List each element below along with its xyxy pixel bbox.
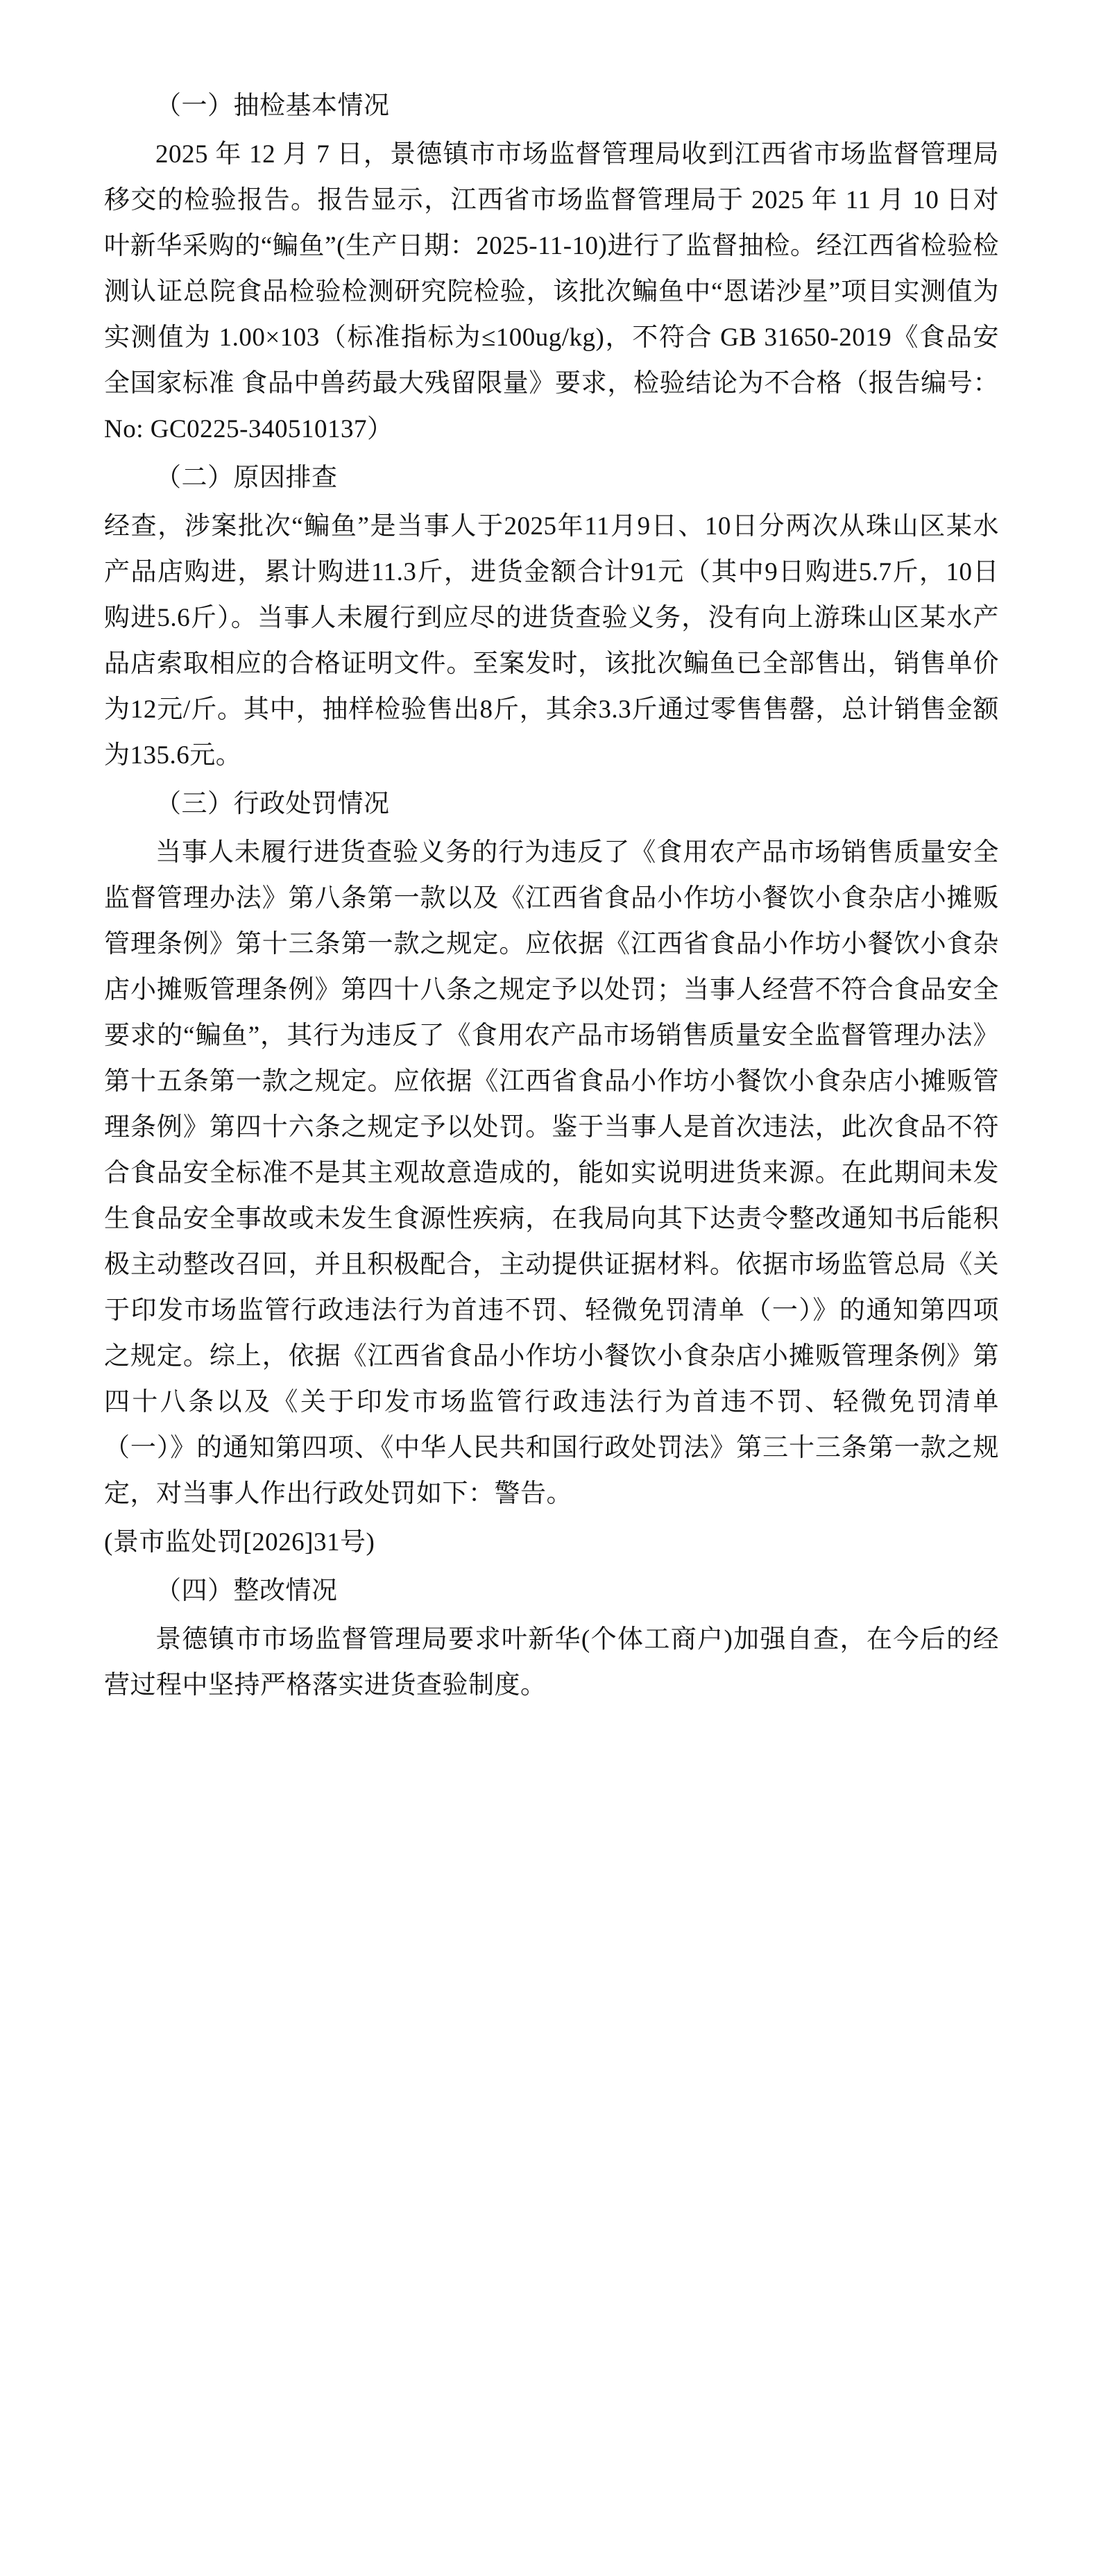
- document-body: [104, 83, 999, 1709]
- paragraph-inspection-basics: 2025 年 12 月 7 日，景德镇市市场监督管理局收到江西省市场监督管理局移交的检验报告。报告显示，江西省市场监督管理局于 2025 年 11 月 10 日对叶新华采购的“鳊鱼”(生产日期：2025-11-10)进行了监督抽检。经江西省检验检测认证总院食品检验检测研究院检验，该批次鳊鱼中“恩诺沙星”项目实测值为 实测值为 1.00×103（标准指标为≤100ug/kg)，不符合 GB 31650-2019《食品安全国家标准 食品中兽药最大残留限量》要求，检验结论为不合格（报告编号：No: GC0225-340510137）: [104, 140, 999, 443]
- section-heading-rectification: （四）整改情况: [155, 1577, 338, 1605]
- section-heading-administrative-penalty: （三）行政处罚情况: [155, 790, 390, 818]
- paragraph-cause-investigation: 经查，涉案批次“鳊鱼”是当事人于2025年11月9日、10日分两次从珠山区某水产品店购进，累计购进11.3斤，进货金额合计91元（其中9日购进5.7斤，10日购进5.6斤）。当事人未履行到应尽的进货查验义务，没有向上游珠山区某水产品店索取相应的合格证明文件。至案发时，该批次鳊鱼已全部售出，销售单价为12元/斤。其中，抽样检验售出8斤，其余3.3斤通过零售售罄，总计销售金额为135.6元。: [104, 512, 999, 770]
- section-heading-cause-investigation: （二）原因排查: [155, 464, 338, 492]
- paragraph-rectification: 景德镇市市场监督管理局要求叶新华(个体工商户)加强自查，在今后的经营过程中坚持严格落实进货查验制度。: [104, 1625, 999, 1700]
- section-heading-inspection-basics: （一）抽检基本情况: [155, 92, 390, 120]
- paragraph-administrative-penalty: 当事人未履行进货查验义务的行为违反了《食用农产品市场销售质量安全监督管理办法》第八条第一款以及《江西省食品小作坊小餐饮小食杂店小摊贩管理条例》第十三条第一款之规定。应依据《江西省食品小作坊小餐饮小食杂店小摊贩管理条例》第四十八条之规定予以处罚；当事人经营不符合食品安全要求的“鳊鱼”，其行为违反了《食用农产品市场销售质量安全监督管理办法》第十五条第一款之规定。应依据《江西省食品小作坊小餐饮小食杂店小摊贩管理条例》第四十六条之规定予以处罚。鉴于当事人是首次违法，此次食品不符合食品安全标准不是其主观故意造成的，能如实说明进货来源。在此期间未发生食品安全事故或未发生食源性疾病，在我局向其下达责令整改通知书后能积极主动整改召回，并且积极配合，主动提供证据材料。依据市场监管总局《关于印发市场监管行政违法行为首违不罚、轻微免罚清单（一）》的通知第四项之规定。综上，依据《江西省食品小作坊小餐饮小食杂店小摊贩管理条例》第四十八条以及《关于印发市场监管行政违法行为首违不罚、轻微免罚清单（一）》的通知第四项、《中华人民共和国行政处罚法》第三十三条第一款之规定，对当事人作出行政处罚如下：警告。: [104, 838, 999, 1508]
- paragraph-penalty-document-number: (景市监处罚[2026]31号): [104, 1528, 375, 1557]
